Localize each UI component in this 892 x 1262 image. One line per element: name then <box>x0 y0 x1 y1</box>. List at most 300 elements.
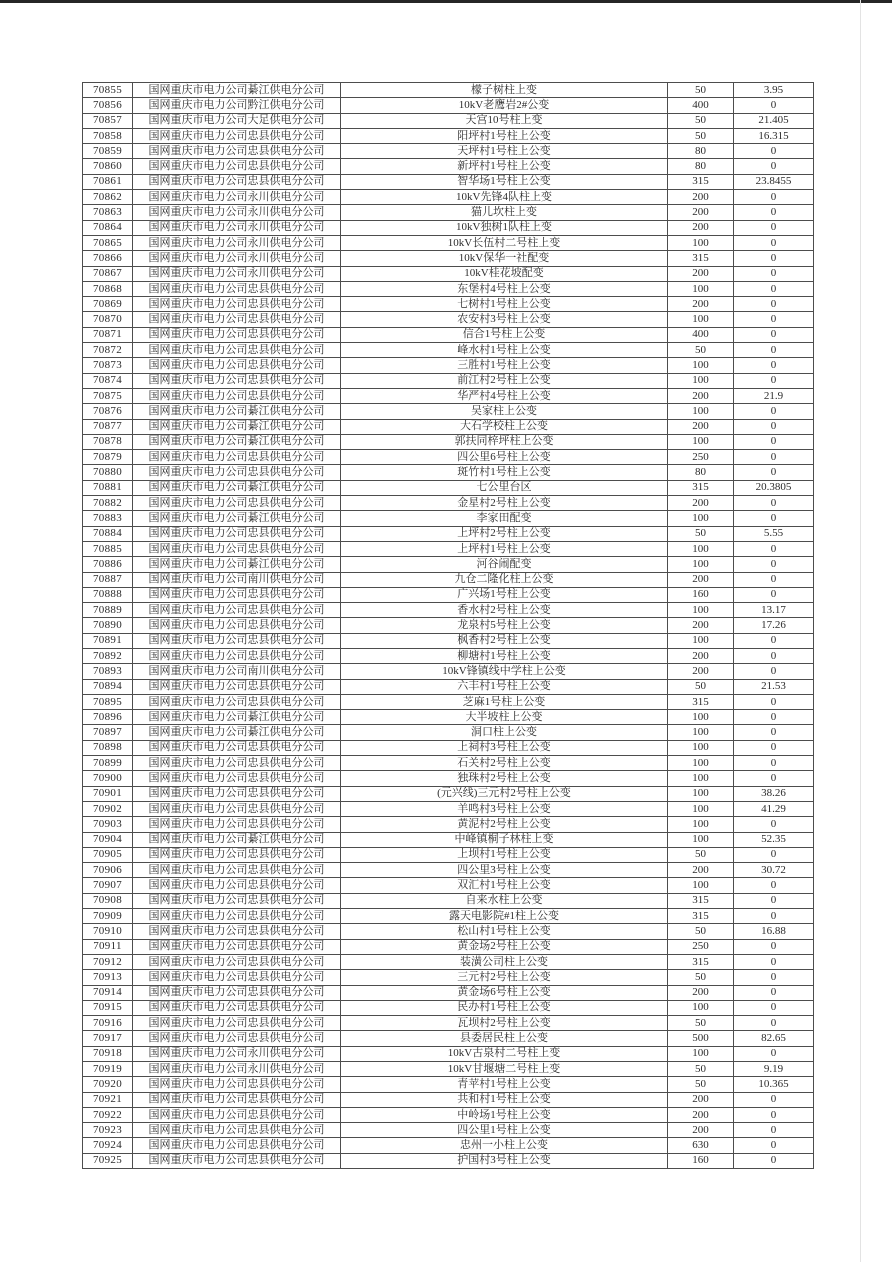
company-cell: 国网重庆市电力公司永川供电分公司 <box>133 190 341 205</box>
company-cell: 国网重庆市电力公司永川供电分公司 <box>133 235 341 250</box>
row-id-cell: 70862 <box>83 190 133 205</box>
row-id-cell: 70888 <box>83 587 133 602</box>
capacity-cell: 315 <box>668 954 734 969</box>
device-name-cell: 护国村3号柱上公变 <box>341 1153 668 1168</box>
row-id-cell: 70878 <box>83 434 133 449</box>
table-row <box>83 419 814 434</box>
capacity-cell: 80 <box>668 144 734 159</box>
capacity-cell: 315 <box>668 174 734 189</box>
table-row <box>83 1138 814 1153</box>
capacity-cell: 80 <box>668 159 734 174</box>
table-row <box>83 83 814 98</box>
value-cell: 0 <box>734 281 814 296</box>
table-row <box>83 1000 814 1015</box>
capacity-cell: 200 <box>668 863 734 878</box>
company-cell: 国网重庆市电力公司忠县供电分公司 <box>133 587 341 602</box>
value-cell: 0 <box>734 205 814 220</box>
device-name-cell: 10kV保华一社配变 <box>341 251 668 266</box>
table-row <box>83 756 814 771</box>
company-cell: 国网重庆市电力公司忠县供电分公司 <box>133 159 341 174</box>
company-cell: 国网重庆市电力公司綦江供电分公司 <box>133 480 341 495</box>
device-name-cell: 吴家柱上公变 <box>341 404 668 419</box>
company-cell: 国网重庆市电力公司忠县供电分公司 <box>133 1031 341 1046</box>
row-id-cell: 70884 <box>83 526 133 541</box>
capacity-cell: 100 <box>668 603 734 618</box>
company-cell: 国网重庆市电力公司永川供电分公司 <box>133 251 341 266</box>
company-cell: 国网重庆市电力公司忠县供电分公司 <box>133 1000 341 1015</box>
table-row <box>83 541 814 556</box>
company-cell: 国网重庆市电力公司永川供电分公司 <box>133 220 341 235</box>
company-cell: 国网重庆市电力公司忠县供电分公司 <box>133 1092 341 1107</box>
company-cell: 国网重庆市电力公司忠县供电分公司 <box>133 465 341 480</box>
device-name-cell: 10kV锋镇线中学柱上公变 <box>341 664 668 679</box>
row-id-cell: 70870 <box>83 312 133 327</box>
value-cell: 0 <box>734 572 814 587</box>
device-name-cell: 10kV先锋4队柱上变 <box>341 190 668 205</box>
value-cell: 0 <box>734 343 814 358</box>
value-cell: 0 <box>734 159 814 174</box>
device-name-cell: 上坪村1号柱上公变 <box>341 541 668 556</box>
value-cell: 23.8455 <box>734 174 814 189</box>
row-id-cell: 70867 <box>83 266 133 281</box>
device-name-cell: 县委居民柱上公变 <box>341 1031 668 1046</box>
table-row <box>83 327 814 342</box>
value-cell: 16.315 <box>734 128 814 143</box>
document-page <box>82 82 814 1169</box>
row-id-cell: 70855 <box>83 83 133 98</box>
capacity-cell: 160 <box>668 587 734 602</box>
capacity-cell: 50 <box>668 128 734 143</box>
table-row <box>83 817 814 832</box>
scan-top-bar <box>0 0 892 3</box>
device-name-cell: 四公里3号柱上公变 <box>341 863 668 878</box>
value-cell: 13.17 <box>734 603 814 618</box>
value-cell: 0 <box>734 771 814 786</box>
device-name-cell: 香水村2号柱上公变 <box>341 603 668 618</box>
capacity-cell: 315 <box>668 909 734 924</box>
row-id-cell: 70913 <box>83 970 133 985</box>
device-name-cell: 民办村1号柱上公变 <box>341 1000 668 1015</box>
device-name-cell: 忠州一小柱上公变 <box>341 1138 668 1153</box>
capacity-cell: 100 <box>668 817 734 832</box>
value-cell: 0 <box>734 725 814 740</box>
row-id-cell: 70880 <box>83 465 133 480</box>
row-id-cell: 70856 <box>83 98 133 113</box>
capacity-cell: 200 <box>668 266 734 281</box>
device-name-cell: 四公里1号柱上公变 <box>341 1123 668 1138</box>
company-cell: 国网重庆市电力公司忠县供电分公司 <box>133 1077 341 1092</box>
row-id-cell: 70868 <box>83 281 133 296</box>
device-name-cell: 中峰镇桐子林柱上变 <box>341 832 668 847</box>
value-cell: 0 <box>734 970 814 985</box>
value-cell: 21.53 <box>734 679 814 694</box>
device-name-cell: 农安村3号柱上公变 <box>341 312 668 327</box>
value-cell: 0 <box>734 541 814 556</box>
row-id-cell: 70902 <box>83 801 133 816</box>
table-row <box>83 235 814 250</box>
table-row <box>83 847 814 862</box>
capacity-cell: 200 <box>668 496 734 511</box>
value-cell: 0 <box>734 817 814 832</box>
value-cell: 21.405 <box>734 113 814 128</box>
company-cell: 国网重庆市电力公司大足供电分公司 <box>133 113 341 128</box>
value-cell: 21.9 <box>734 388 814 403</box>
row-id-cell: 70909 <box>83 909 133 924</box>
value-cell: 0 <box>734 847 814 862</box>
company-cell: 国网重庆市电力公司忠县供电分公司 <box>133 633 341 648</box>
capacity-cell: 100 <box>668 1046 734 1061</box>
table-row <box>83 358 814 373</box>
company-cell: 国网重庆市电力公司忠县供电分公司 <box>133 771 341 786</box>
row-id-cell: 70892 <box>83 648 133 663</box>
row-id-cell: 70893 <box>83 664 133 679</box>
value-cell: 0 <box>734 373 814 388</box>
value-cell: 0 <box>734 557 814 572</box>
company-cell: 国网重庆市电力公司忠县供电分公司 <box>133 388 341 403</box>
row-id-cell: 70922 <box>83 1107 133 1122</box>
table-row <box>83 1062 814 1077</box>
value-cell: 0 <box>734 1092 814 1107</box>
row-id-cell: 70917 <box>83 1031 133 1046</box>
device-name-cell: 共和村1号柱上公变 <box>341 1092 668 1107</box>
table-row <box>83 190 814 205</box>
capacity-cell: 250 <box>668 450 734 465</box>
company-cell: 国网重庆市电力公司忠县供电分公司 <box>133 985 341 1000</box>
capacity-cell: 50 <box>668 113 734 128</box>
company-cell: 国网重庆市电力公司綦江供电分公司 <box>133 434 341 449</box>
table-row <box>83 786 814 801</box>
device-name-cell: 洞口柱上公变 <box>341 725 668 740</box>
company-cell: 国网重庆市电力公司忠县供电分公司 <box>133 327 341 342</box>
company-cell: 国网重庆市电力公司忠县供电分公司 <box>133 847 341 862</box>
table-row <box>83 297 814 312</box>
row-id-cell: 70887 <box>83 572 133 587</box>
device-name-cell: 黄金场2号柱上公变 <box>341 939 668 954</box>
capacity-cell: 315 <box>668 251 734 266</box>
value-cell: 0 <box>734 450 814 465</box>
device-name-cell: 前江村2号柱上公变 <box>341 373 668 388</box>
device-name-cell: (元兴线)三元村2号柱上公变 <box>341 786 668 801</box>
company-cell: 国网重庆市电力公司忠县供电分公司 <box>133 312 341 327</box>
company-cell: 国网重庆市电力公司忠县供电分公司 <box>133 526 341 541</box>
table-row <box>83 450 814 465</box>
company-cell: 国网重庆市电力公司綦江供电分公司 <box>133 832 341 847</box>
company-cell: 国网重庆市电力公司忠县供电分公司 <box>133 756 341 771</box>
company-cell: 国网重庆市电力公司綦江供电分公司 <box>133 83 341 98</box>
device-name-cell: 石关村2号柱上公变 <box>341 756 668 771</box>
row-id-cell: 70861 <box>83 174 133 189</box>
capacity-cell: 315 <box>668 893 734 908</box>
company-cell: 国网重庆市电力公司忠县供电分公司 <box>133 450 341 465</box>
device-name-cell: 大石学校柱上公变 <box>341 419 668 434</box>
device-name-cell: 上祠村3号柱上公变 <box>341 740 668 755</box>
company-cell: 国网重庆市电力公司綦江供电分公司 <box>133 511 341 526</box>
capacity-cell: 200 <box>668 648 734 663</box>
capacity-cell: 100 <box>668 832 734 847</box>
table-row <box>83 159 814 174</box>
row-id-cell: 70903 <box>83 817 133 832</box>
value-cell: 0 <box>734 144 814 159</box>
company-cell: 国网重庆市电力公司永川供电分公司 <box>133 205 341 220</box>
table-row <box>83 1092 814 1107</box>
row-id-cell: 70895 <box>83 694 133 709</box>
value-cell: 0 <box>734 297 814 312</box>
capacity-cell: 50 <box>668 924 734 939</box>
company-cell: 国网重庆市电力公司忠县供电分公司 <box>133 970 341 985</box>
table-row <box>83 618 814 633</box>
table-row <box>83 174 814 189</box>
value-cell: 0 <box>734 1123 814 1138</box>
table-row <box>83 98 814 113</box>
company-cell: 国网重庆市电力公司忠县供电分公司 <box>133 144 341 159</box>
capacity-cell: 100 <box>668 511 734 526</box>
table-row <box>83 343 814 358</box>
device-name-cell: 中岭场1号柱上公变 <box>341 1107 668 1122</box>
company-cell: 国网重庆市电力公司綦江供电分公司 <box>133 710 341 725</box>
value-cell: 0 <box>734 710 814 725</box>
value-cell: 0 <box>734 511 814 526</box>
table-row <box>83 496 814 511</box>
device-table <box>82 82 814 1169</box>
device-name-cell: 四公里6号柱上公变 <box>341 450 668 465</box>
device-name-cell: 10kV甘堰塘二号柱上变 <box>341 1062 668 1077</box>
value-cell: 0 <box>734 1138 814 1153</box>
table-row <box>83 312 814 327</box>
company-cell: 国网重庆市电力公司忠县供电分公司 <box>133 297 341 312</box>
device-name-cell: 枫香村2号柱上公变 <box>341 633 668 648</box>
row-id-cell: 70911 <box>83 939 133 954</box>
capacity-cell: 100 <box>668 404 734 419</box>
row-id-cell: 70921 <box>83 1092 133 1107</box>
company-cell: 国网重庆市电力公司永川供电分公司 <box>133 1046 341 1061</box>
value-cell: 0 <box>734 235 814 250</box>
value-cell: 30.72 <box>734 863 814 878</box>
company-cell: 国网重庆市电力公司南川供电分公司 <box>133 572 341 587</box>
company-cell: 国网重庆市电力公司忠县供电分公司 <box>133 648 341 663</box>
device-name-cell: 瓦坝村2号柱上公变 <box>341 1016 668 1031</box>
table-row <box>83 801 814 816</box>
device-name-cell: 自来水柱上公变 <box>341 893 668 908</box>
table-row <box>83 970 814 985</box>
row-id-cell: 70885 <box>83 541 133 556</box>
row-id-cell: 70900 <box>83 771 133 786</box>
row-id-cell: 70901 <box>83 786 133 801</box>
device-name-cell: 信合1号柱上公变 <box>341 327 668 342</box>
device-name-cell: 柳塘村1号柱上公变 <box>341 648 668 663</box>
value-cell: 16.88 <box>734 924 814 939</box>
row-id-cell: 70920 <box>83 1077 133 1092</box>
row-id-cell: 70883 <box>83 511 133 526</box>
table-row <box>83 572 814 587</box>
value-cell: 5.55 <box>734 526 814 541</box>
company-cell: 国网重庆市电力公司忠县供电分公司 <box>133 954 341 969</box>
company-cell: 国网重庆市电力公司忠县供电分公司 <box>133 878 341 893</box>
table-row <box>83 603 814 618</box>
value-cell: 0 <box>734 312 814 327</box>
device-name-cell: 斑竹村1号柱上公变 <box>341 465 668 480</box>
value-cell: 0 <box>734 465 814 480</box>
device-name-cell: 阳坪村1号柱上公变 <box>341 128 668 143</box>
table-row <box>83 909 814 924</box>
device-name-cell: 龙泉村5号柱上公变 <box>341 618 668 633</box>
value-cell: 0 <box>734 434 814 449</box>
row-id-cell: 70925 <box>83 1153 133 1168</box>
row-id-cell: 70886 <box>83 557 133 572</box>
row-id-cell: 70873 <box>83 358 133 373</box>
capacity-cell: 200 <box>668 419 734 434</box>
device-name-cell: 黄金场6号柱上公变 <box>341 985 668 1000</box>
company-cell: 国网重庆市电力公司綦江供电分公司 <box>133 725 341 740</box>
row-id-cell: 70907 <box>83 878 133 893</box>
row-id-cell: 70889 <box>83 603 133 618</box>
row-id-cell: 70872 <box>83 343 133 358</box>
row-id-cell: 70906 <box>83 863 133 878</box>
table-row <box>83 1153 814 1168</box>
row-id-cell: 70910 <box>83 924 133 939</box>
device-name-cell: 上坝村1号柱上公变 <box>341 847 668 862</box>
value-cell: 0 <box>734 358 814 373</box>
company-cell: 国网重庆市电力公司忠县供电分公司 <box>133 1138 341 1153</box>
value-cell: 0 <box>734 220 814 235</box>
device-name-cell: 松山村1号柱上公变 <box>341 924 668 939</box>
row-id-cell: 70876 <box>83 404 133 419</box>
row-id-cell: 70860 <box>83 159 133 174</box>
table-row <box>83 939 814 954</box>
capacity-cell: 160 <box>668 1153 734 1168</box>
device-name-cell: 东堡村4号柱上公变 <box>341 281 668 296</box>
table-row <box>83 1107 814 1122</box>
device-name-cell: 天坪村1号柱上公变 <box>341 144 668 159</box>
table-row <box>83 771 814 786</box>
table-row <box>83 251 814 266</box>
value-cell: 0 <box>734 756 814 771</box>
device-name-cell: 智华场1号柱上公变 <box>341 174 668 189</box>
device-name-cell: 黄泥村2号柱上公变 <box>341 817 668 832</box>
company-cell: 国网重庆市电力公司忠县供电分公司 <box>133 801 341 816</box>
table-row <box>83 434 814 449</box>
value-cell: 0 <box>734 878 814 893</box>
row-id-cell: 70879 <box>83 450 133 465</box>
device-name-cell: 上坪村2号柱上公变 <box>341 526 668 541</box>
company-cell: 国网重庆市电力公司忠县供电分公司 <box>133 174 341 189</box>
row-id-cell: 70857 <box>83 113 133 128</box>
device-name-cell: 露天电影院#1柱上公变 <box>341 909 668 924</box>
table-row <box>83 557 814 572</box>
table-row <box>83 679 814 694</box>
table-row <box>83 740 814 755</box>
table-row <box>83 404 814 419</box>
company-cell: 国网重庆市电力公司忠县供电分公司 <box>133 1107 341 1122</box>
value-cell: 0 <box>734 496 814 511</box>
value-cell: 9.19 <box>734 1062 814 1077</box>
value-cell: 82.65 <box>734 1031 814 1046</box>
row-id-cell: 70912 <box>83 954 133 969</box>
capacity-cell: 50 <box>668 1016 734 1031</box>
value-cell: 0 <box>734 893 814 908</box>
capacity-cell: 400 <box>668 327 734 342</box>
row-id-cell: 70866 <box>83 251 133 266</box>
company-cell: 国网重庆市电力公司忠县供电分公司 <box>133 1016 341 1031</box>
row-id-cell: 70914 <box>83 985 133 1000</box>
table-row <box>83 205 814 220</box>
capacity-cell: 100 <box>668 801 734 816</box>
table-row <box>83 144 814 159</box>
value-cell: 0 <box>734 633 814 648</box>
capacity-cell: 200 <box>668 388 734 403</box>
device-name-cell: 10kV长伍村二号柱上变 <box>341 235 668 250</box>
table-row <box>83 924 814 939</box>
capacity-cell: 50 <box>668 343 734 358</box>
capacity-cell: 50 <box>668 526 734 541</box>
capacity-cell: 200 <box>668 572 734 587</box>
device-name-cell: 芝麻1号柱上公变 <box>341 694 668 709</box>
company-cell: 国网重庆市电力公司忠县供电分公司 <box>133 893 341 908</box>
device-name-cell: 天宫10号柱上变 <box>341 113 668 128</box>
capacity-cell: 50 <box>668 1062 734 1077</box>
table-row <box>83 1031 814 1046</box>
company-cell: 国网重庆市电力公司忠县供电分公司 <box>133 909 341 924</box>
row-id-cell: 70897 <box>83 725 133 740</box>
device-name-cell: 七树村1号柱上公变 <box>341 297 668 312</box>
row-id-cell: 70923 <box>83 1123 133 1138</box>
table-row <box>83 373 814 388</box>
table-row <box>83 1077 814 1092</box>
company-cell: 国网重庆市电力公司忠县供电分公司 <box>133 343 341 358</box>
table-row <box>83 710 814 725</box>
capacity-cell: 200 <box>668 985 734 1000</box>
row-id-cell: 70918 <box>83 1046 133 1061</box>
device-name-cell: 华严村4号柱上公变 <box>341 388 668 403</box>
company-cell: 国网重庆市电力公司忠县供电分公司 <box>133 1123 341 1138</box>
table-row <box>83 863 814 878</box>
company-cell: 国网重庆市电力公司南川供电分公司 <box>133 664 341 679</box>
device-name-cell: 10kV桂花坡配变 <box>341 266 668 281</box>
table-row <box>83 985 814 1000</box>
company-cell: 国网重庆市电力公司忠县供电分公司 <box>133 924 341 939</box>
table-row <box>83 113 814 128</box>
row-id-cell: 70863 <box>83 205 133 220</box>
company-cell: 国网重庆市电力公司永川供电分公司 <box>133 1062 341 1077</box>
capacity-cell: 50 <box>668 679 734 694</box>
value-cell: 0 <box>734 251 814 266</box>
capacity-cell: 100 <box>668 281 734 296</box>
row-id-cell: 70899 <box>83 756 133 771</box>
table-row <box>83 266 814 281</box>
row-id-cell: 70904 <box>83 832 133 847</box>
value-cell: 0 <box>734 587 814 602</box>
table-row <box>83 648 814 663</box>
row-id-cell: 70905 <box>83 847 133 862</box>
company-cell: 国网重庆市电力公司綦江供电分公司 <box>133 557 341 572</box>
capacity-cell: 250 <box>668 939 734 954</box>
company-cell: 国网重庆市电力公司忠县供电分公司 <box>133 541 341 556</box>
value-cell: 0 <box>734 664 814 679</box>
table-row <box>83 526 814 541</box>
value-cell: 38.26 <box>734 786 814 801</box>
device-name-cell: 七公里台区 <box>341 480 668 495</box>
table-row <box>83 725 814 740</box>
value-cell: 0 <box>734 939 814 954</box>
table-row <box>83 832 814 847</box>
table-row <box>83 878 814 893</box>
row-id-cell: 70891 <box>83 633 133 648</box>
row-id-cell: 70919 <box>83 1062 133 1077</box>
row-id-cell: 70896 <box>83 710 133 725</box>
device-name-cell: 大半坡柱上公变 <box>341 710 668 725</box>
value-cell: 41.29 <box>734 801 814 816</box>
row-id-cell: 70874 <box>83 373 133 388</box>
value-cell: 0 <box>734 909 814 924</box>
